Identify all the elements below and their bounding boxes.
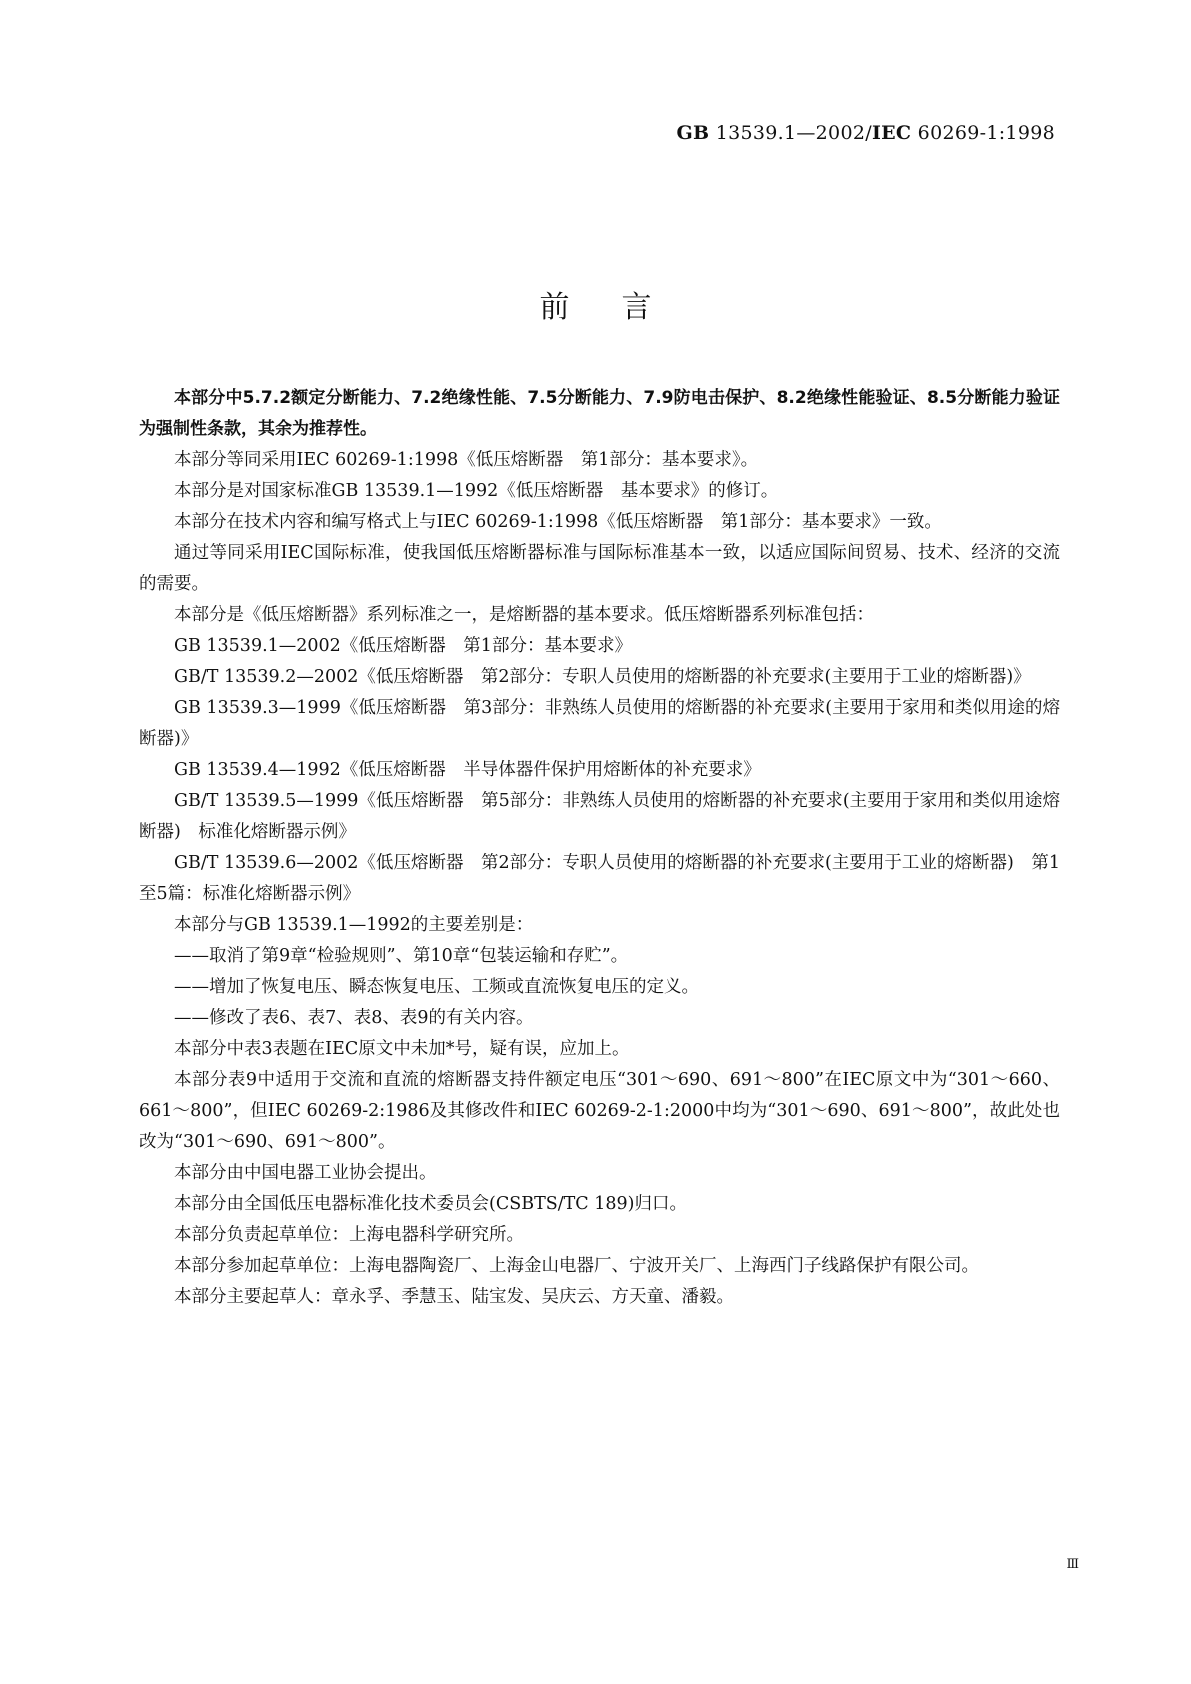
paragraph: 本部分与GB 13539.1—1992的主要差别是： [174,915,534,935]
standard-list-item: GB/T 13539.5—1999《低压熔断器 第5部分：非熟练人员使用的熔断器的补充要求(主要用于家用和类似用途熔断器) 标准化熔断器示例》 [139,791,1060,842]
paragraph: 本部分负责起草单位：上海电器科学研究所。 [174,1225,524,1245]
header-iec: IEC [871,122,912,144]
paragraph: 本部分表9中适用于交流和直流的熔断器支持件额定电压“301～690、691～800”在IEC原文中为“301～660、661～800”，但IEC 60269-2:1986及其修改件和IEC 60269-2-1:2000中均为“301～690、691～800”，故此处也改为“301～690、691～800”。 [139,1070,1060,1152]
difference-item: ——增加了恢复电压、瞬态恢复电压、工频或直流恢复电压的定义。 [174,977,699,997]
paragraph: 通过等同采用IEC国际标准，使我国低压熔断器标准与国际标准基本一致，以适应国际间贸易、技术、经济的交流的需要。 [139,543,1060,594]
paragraph: 本部分在技术内容和编写格式上与IEC 60269-1:1998《低压熔断器 第1部分：基本要求》一致。 [174,512,942,532]
header-iec-number: 60269-1:1998 [911,122,1055,144]
paragraph: 本部分是《低压熔断器》系列标准之一，是熔断器的基本要求。低压熔断器系列标准包括： [174,605,874,625]
difference-item: ——取消了第9章“检验规则”、第10章“包装运输和存贮”。 [174,946,629,966]
paragraph: 本部分由中国电器工业协会提出。 [174,1163,437,1183]
header-prefix: GB [676,122,710,144]
paragraph: 本部分等同采用IEC 60269-1:1998《低压熔断器 第1部分：基本要求》。 [174,450,759,470]
paragraph: 本部分参加起草单位：上海电器陶瓷厂、上海金山电器厂、宁波开关厂、上海西门子线路保护有限公司。 [174,1256,979,1276]
standard-list-item: GB/T 13539.2—2002《低压熔断器 第2部分：专职人员使用的熔断器的补充要求(主要用于工业的熔断器)》 [174,667,1031,687]
page-title: 前言 [539,290,704,325]
paragraph-mandatory-clauses: 本部分中5.7.2额定分断能力、7.2绝缘性能、7.5分断能力、7.9防电击保护、8.2绝缘性能验证、8.5分断能力验证为强制性条款，其余为推荐性。 [139,388,1060,439]
paragraph: 本部分中表3表题在IEC原文中未加*号，疑有误，应加上。 [174,1039,630,1059]
standard-list-item: GB/T 13539.6—2002《低压熔断器 第2部分：专职人员使用的熔断器的补充要求(主要用于工业的熔断器) 第1至5篇：标准化熔断器示例》 [139,853,1060,904]
standard-list-item: GB 13539.1—2002《低压熔断器 第1部分：基本要求》 [174,636,632,656]
page-number: Ⅲ [1066,1557,1079,1572]
difference-item: ——修改了表6、表7、表8、表9的有关内容。 [174,1008,534,1028]
foreword-body [139,383,1060,1313]
standard-list-item: GB 13539.4—1992《低压熔断器 半导体器件保护用熔断体的补充要求》 [174,760,761,780]
standard-header [676,122,1055,144]
paragraph: 本部分由全国低压电器标准化技术委员会(CSBTS/TC 189)归口。 [174,1194,687,1214]
paragraph: 本部分是对国家标准GB 13539.1—1992《低压熔断器 基本要求》的修订。 [174,481,779,501]
header-std-number: 13539.1—2002/ [709,122,872,144]
standard-list-item: GB 13539.3—1999《低压熔断器 第3部分：非熟练人员使用的熔断器的补充要求(主要用于家用和类似用途的熔断器)》 [139,698,1060,749]
paragraph: 本部分主要起草人：章永孚、季慧玉、陆宝发、吴庆云、方天童、潘毅。 [174,1287,734,1307]
